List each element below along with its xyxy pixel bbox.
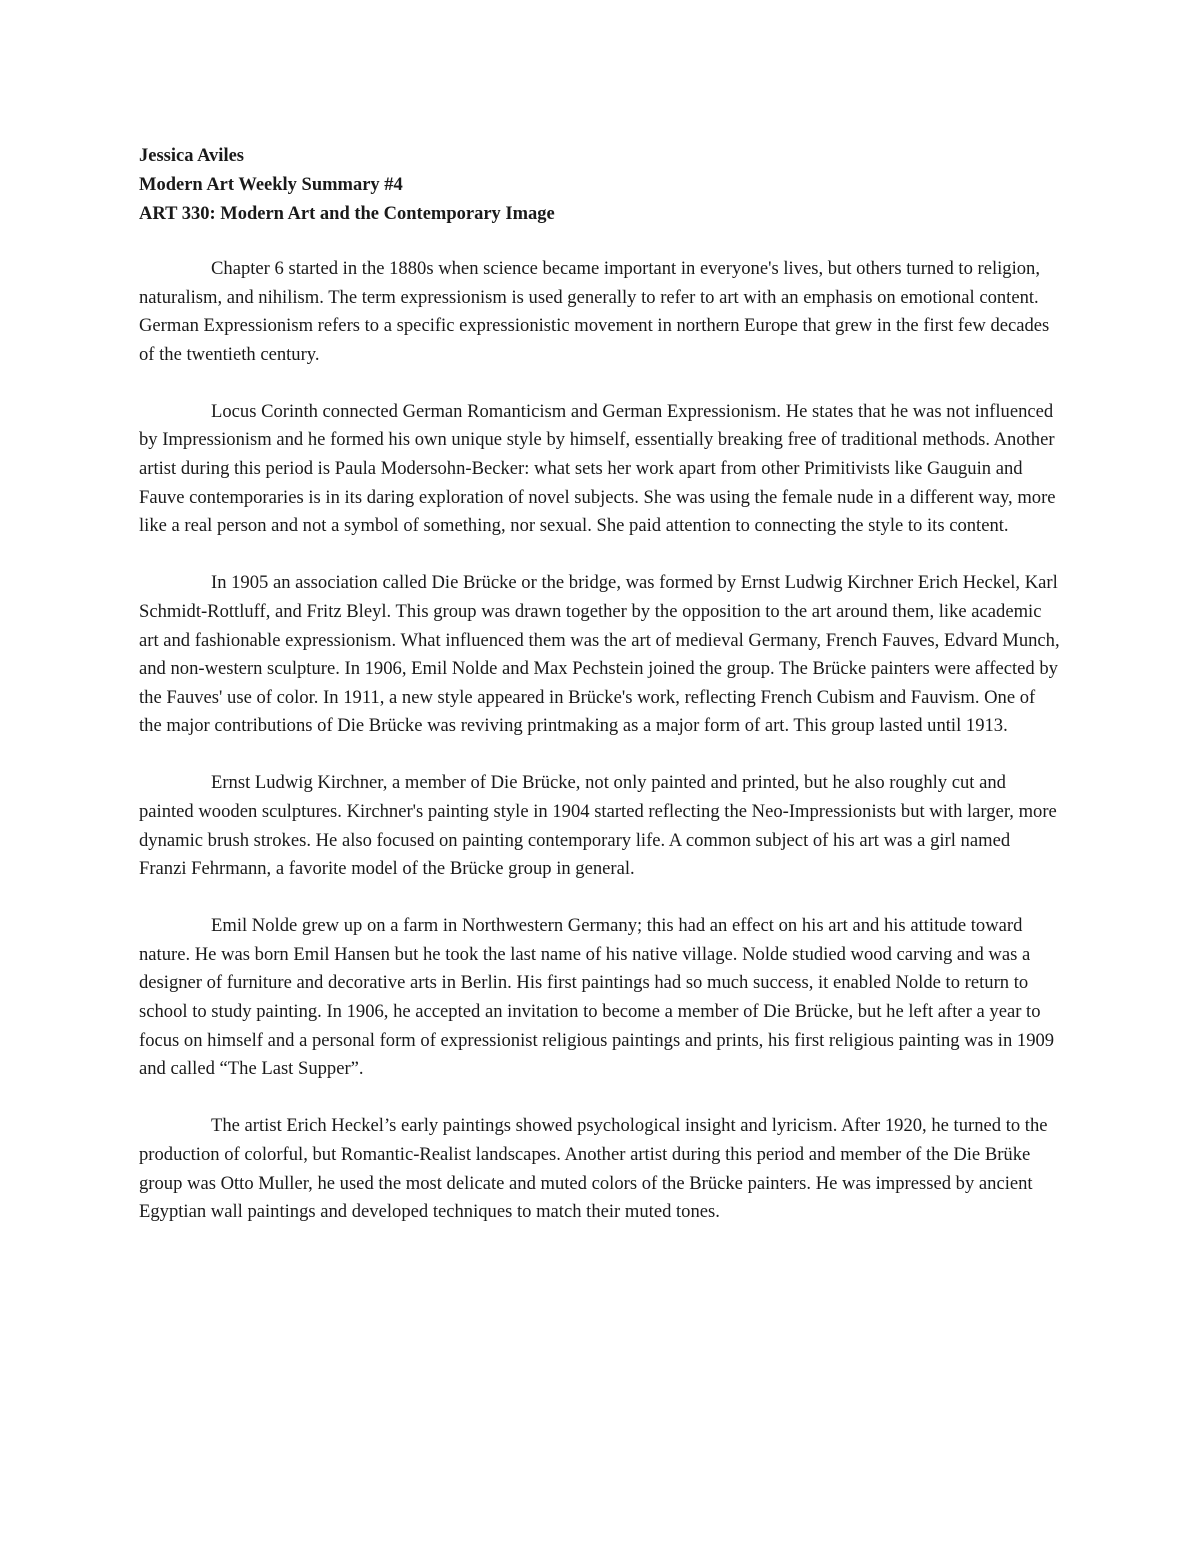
- paragraph-chapter-6-intro: Chapter 6 started in the 1880s when science became important in everyone's lives, but others turned to religion, naturalism, and nihilism. The term expressionism is used generally to refer to art with an emphasis on emotional content. German Expressionism refers to a specific expressionistic movement in northern Europe that grew in the first few decades of the twentieth century.: [139, 258, 1050, 365]
- paragraph-corinth-modersohn-becker: Locus Corinth connected German Romanticism and German Expressionism. He states that he was not influenced by Impressionism and he formed his own unique style by himself, essentially breaking free of traditional methods. Another artist during this period is Paula Modersohn-Becker: what sets her work apart from other Primitivists like Gauguin and Fauve contemporaries is in its daring exploration of novel subjects. She was using the female nude in a different way, more like a real person and not a symbol of something, nor sexual. She paid attention to connecting the style to its content.: [139, 400, 1056, 537]
- document-body: [139, 255, 1061, 1227]
- paragraph-nolde: Emil Nolde grew up on a farm in Northwestern Germany; this had an effect on his art and his attitude toward nature. He was born Emil Hansen but he took the last name of his native village. Nolde studied wood carving and was a designer of furniture and decorative arts in Berlin. His first paintings had so much success, it enabled Nolde to return to school to study painting. In 1906, he accepted an invitation to become a member of Die Brücke, but he left after a year to focus on himself and a personal form of expressionist religious paintings and prints, his first religious painting was in 1909 and called “The Last Supper”.: [139, 915, 1055, 1080]
- paragraph-die-brucke: In 1905 an association called Die Brücke or the bridge, was formed by Ernst Ludwig Kirchner Erich Heckel, Karl Schmidt-Rottluff, and Fritz Bleyl. This group was drawn together by the opposition to the art around them, like academic art and fashionable expressionism. What influenced them was the art of medieval Germany, French Fauves, Edvard Munch, and non-western sculpture. In 1906, Emil Nolde and Max Pechstein joined the group. The Brücke painters were affected by the Fauves' use of color. In 1911, a new style appeared in Brücke's work, reflecting French Cubism and Fauvism. One of the major contributions of Die Brücke was reviving printmaking as a major form of art. This group lasted until 1913.: [139, 572, 1060, 737]
- paragraph-heckel-muller: The artist Erich Heckel’s early paintings showed psychological insight and lyricism. After 1920, he turned to the production of colorful, but Romantic-Realist landscapes. Another artist during this period and member of the Die Brüke group was Otto Muller, he used the most delicate and muted colors of the Brücke painters. He was impressed by ancient Egyptian wall paintings and developed techniques to match their muted tones.: [139, 1115, 1048, 1223]
- assignment-title: Modern Art Weekly Summary #4: [139, 175, 403, 195]
- document-header: [139, 142, 1069, 229]
- paragraph-kirchner: Ernst Ludwig Kirchner, a member of Die Brücke, not only painted and printed, but he also roughly cut and painted wooden sculptures. Kirchner's painting style in 1904 started reflecting the Neo-Impressionists but with larger, more dynamic brush strokes. He also focused on painting contemporary life. A common subject of his art was a girl named Franzi Fehrmann, a favorite model of the Brücke group in general.: [139, 772, 1057, 880]
- course-title: ART 330: Modern Art and the Contemporary Image: [139, 204, 555, 224]
- author-name: Jessica Aviles: [139, 146, 244, 166]
